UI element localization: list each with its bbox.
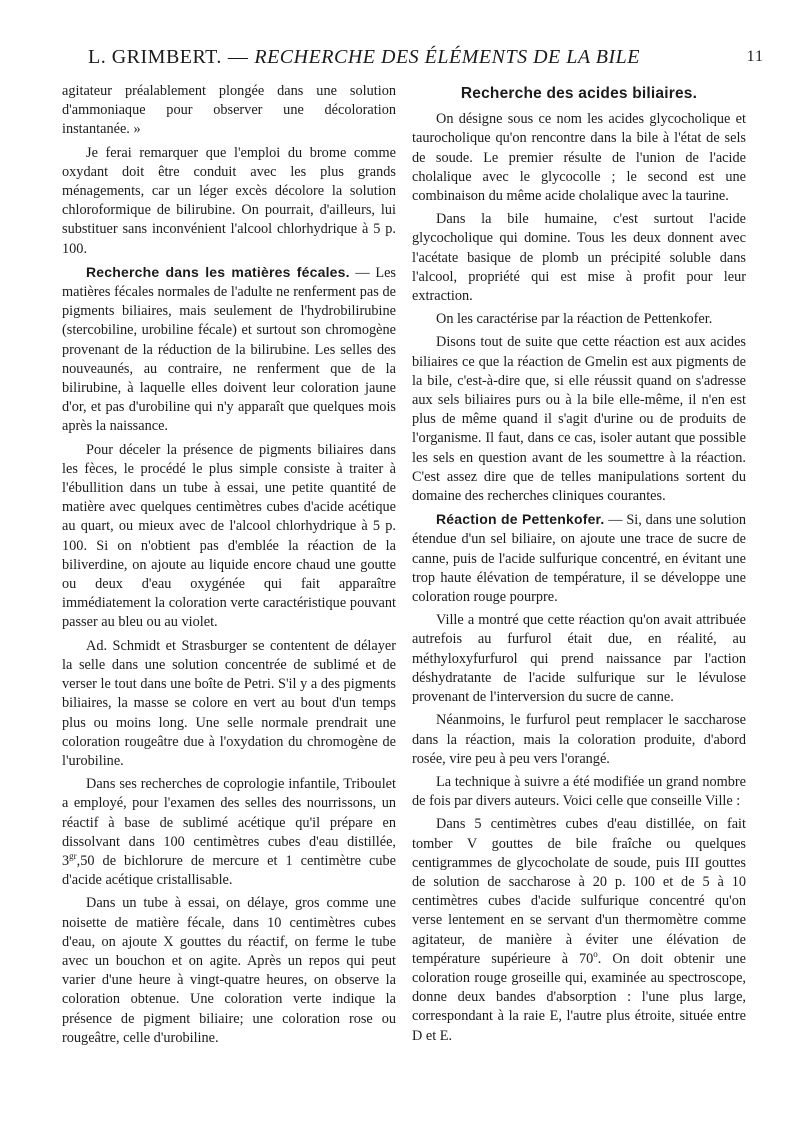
header-subject: RECHERCHE DES ÉLÉMENTS DE LA BILE	[254, 46, 640, 68]
paragraph: agitateur préalablement plongée dans une solution d'ammoniaque pour observer une décoloration instantanée. »	[62, 83, 396, 138]
paragraph	[412, 815, 746, 1045]
paragraph: La technique à suivre a été modifiée un grand nombre de fois par divers auteurs. Voici celle que conseille Ville :	[412, 773, 746, 810]
paragraph-text: Dans ses recherches de coprologie infantile, Triboulet a employé, pour l'examen des selles des nourrissons, un réactif à base de sublimé acétique qu'il prépare en dissolvant dans 100 centimètres cubes d'eau distillée, 3	[62, 776, 396, 869]
left-column	[62, 82, 396, 1052]
paragraph	[62, 263, 396, 437]
header-dash: —	[227, 46, 249, 68]
paragraph-text: ,50 de bichlorure de mercure et 1 centimètre cube d'acide acétique cristallisable.	[62, 852, 396, 889]
paragraph: Pour déceler la présence de pigments biliaires dans les fèces, le procédé le plus simple consiste à traiter à l'ébullition dans un tube à essai, une petite quantité de matière avec quelques centimètres cubes d'acide acétique au quart, ou mieux avec de l'alcool chlorhydrique à 5 p. 100. Si on n'obtient pas d'emblée la réaction de la biliverdine, on ajoute au liquide encore chaud une goutte ou deux d'eau oxygénée qui fait apparaître immédiatement la coloration verte caractéristique pouvant passer au bleu ou au violet.	[62, 441, 396, 631]
superscript: gr	[69, 851, 77, 862]
paragraph-text: Dans 5 centimètres cubes d'eau distillée, on fait tomber V gouttes de bile fraîche ou quelques centigrammes de glycocholate de soude, puis III gouttes de solution de saccharose à 20 p. 100 et de 5 à 10 centimètres cubes d'acide sulfurique concentré qu'on verse lentement en se servant d'un thermomètre comme agitateur, de manière à éviter une élévation de température supérieure à 70	[412, 816, 746, 967]
paragraph	[412, 510, 746, 607]
paragraph: Dans la bile humaine, c'est surtout l'acide glycocholique qui domine. Tous les deux donnent avec l'acétate basique de plomb un précipité soluble dans l'alcool, propriété qui est mise à profit pour leur extraction.	[412, 211, 746, 305]
paragraph-text: . On doit obtenir une coloration rouge groseille qui, examinée au spectroscope, donne deux bandes d'absorption : l'une plus large, correspondant à la raie E, l'autre plus étroite, située entre D et E.	[412, 950, 747, 1044]
paragraph	[62, 775, 396, 890]
right-column	[412, 82, 746, 1050]
section-title: Recherche des acides biliaires.	[460, 85, 698, 102]
paragraph: Ad. Schmidt et Strasburger se contentent de délayer la selle dans une solution concentrée de sublimé et de verser le tout dans une boîte de Petri. S'il y a des pigments biliaires, la masse se colore en vert au bout d'un temps plus ou moins long. Une selle normale prendrait une coloration rougeâtre due à l'oxydation du chromogène de l'urobiline.	[62, 637, 396, 769]
superscript: o	[593, 948, 598, 959]
header-author: L. GRIMBERT.	[88, 46, 222, 68]
running-header	[88, 46, 764, 69]
runin-heading-pettenkofer: Réaction de Pettenkofer.	[436, 511, 605, 528]
paragraph: Ville a montré que cette réaction qu'on avait attribuée autrefois au furfurol était due, en réalité, au méthyloxyfurfurol qui prend naissance par l'action déshydratante de l'acide sulfurique sur le lévulose provenant de l'interversion du sucre de canne.	[412, 612, 746, 706]
page-number: 11	[746, 48, 764, 65]
paragraph-text: — Les matières fécales normales de l'adulte ne renferment pas de pigments biliaires, mais seulement de l'hydrobilirubine (stercobiline, urobiline fécale) et surtout son chromogène provenant de la réduction de la bilirubine. Les selles des nouveaunés, au contraire, ne renferment que de la bilirubine, à laquelle elles doivent leur coloration jaune d'or, et pas d'urobiline qui n'y apparaît que quelques mois après la naissance.	[62, 264, 396, 435]
paragraph-text: — Si, dans une solution étendue d'un sel biliaire, on ajoute une trace de sucre de canne, puis de l'acide sulfurique concentré, en évitant une trop haute élévation de température, il se développe une coloration rouge pourpre.	[412, 512, 746, 606]
paragraph: On désigne sous ce nom les acides glycocholique et taurocholique qu'on rencontre dans la bile à l'état de sels de soude. Le premier résulte de l'union de l'acide cholalique avec le glycocolle ; le second est une combinaison du même acide cholalique avec la taurine.	[412, 111, 746, 205]
paragraph: Néanmoins, le furfurol peut remplacer le saccharose dans la réaction, mais la coloration produite, d'abord rosée, vire peu à peu vers l'orangé.	[412, 712, 746, 767]
paragraph: Disons tout de suite que cette réaction est aux acides biliaires ce que la réaction de Gmelin est aux pigments de la bile, c'est-à-dire que, si elle réussit quand on s'adresse aux sels biliaires purs ou à la bile elle-même, il n'en est plus de même quand il s'agit d'urine ou de produits de l'organisme. Il faut, dans ce cas, isoler autant que possible les sels en question avant de les soumettre à la réaction. C'est assez dire que de telles manipulations sortent du domaine des recherches cliniques courantes.	[412, 334, 746, 505]
runin-heading-fecal: Recherche dans les matières fécales.	[86, 263, 350, 280]
paragraph: On les caractérise par la réaction de Pettenkofer.	[436, 311, 713, 328]
paragraph: Je ferai remarquer que l'emploi du brome comme oxydant doit être conduit avec les plus grands ménagements, car un léger excès décolore la solution chloroformique de bilirubine. On pourrait, d'ailleurs, lui substituer sans inconvénient l'alcool chlorhydrique à 5 p. 100.	[62, 144, 396, 257]
paragraph: Dans un tube à essai, on délaye, gros comme une noisette de matière fécale, dans 10 centimètres cubes d'eau, on ajoute X gouttes du réactif, on ferme le tube avec un bouchon et on agite. Après un repos qui peut varier d'une heure à vingt-quatre heures, on observe la coloration obtenue. Une coloration verte indique la présence de pigment biliaire; une coloration rose ou rougeâtre, celle d'urobiline.	[62, 895, 396, 1046]
